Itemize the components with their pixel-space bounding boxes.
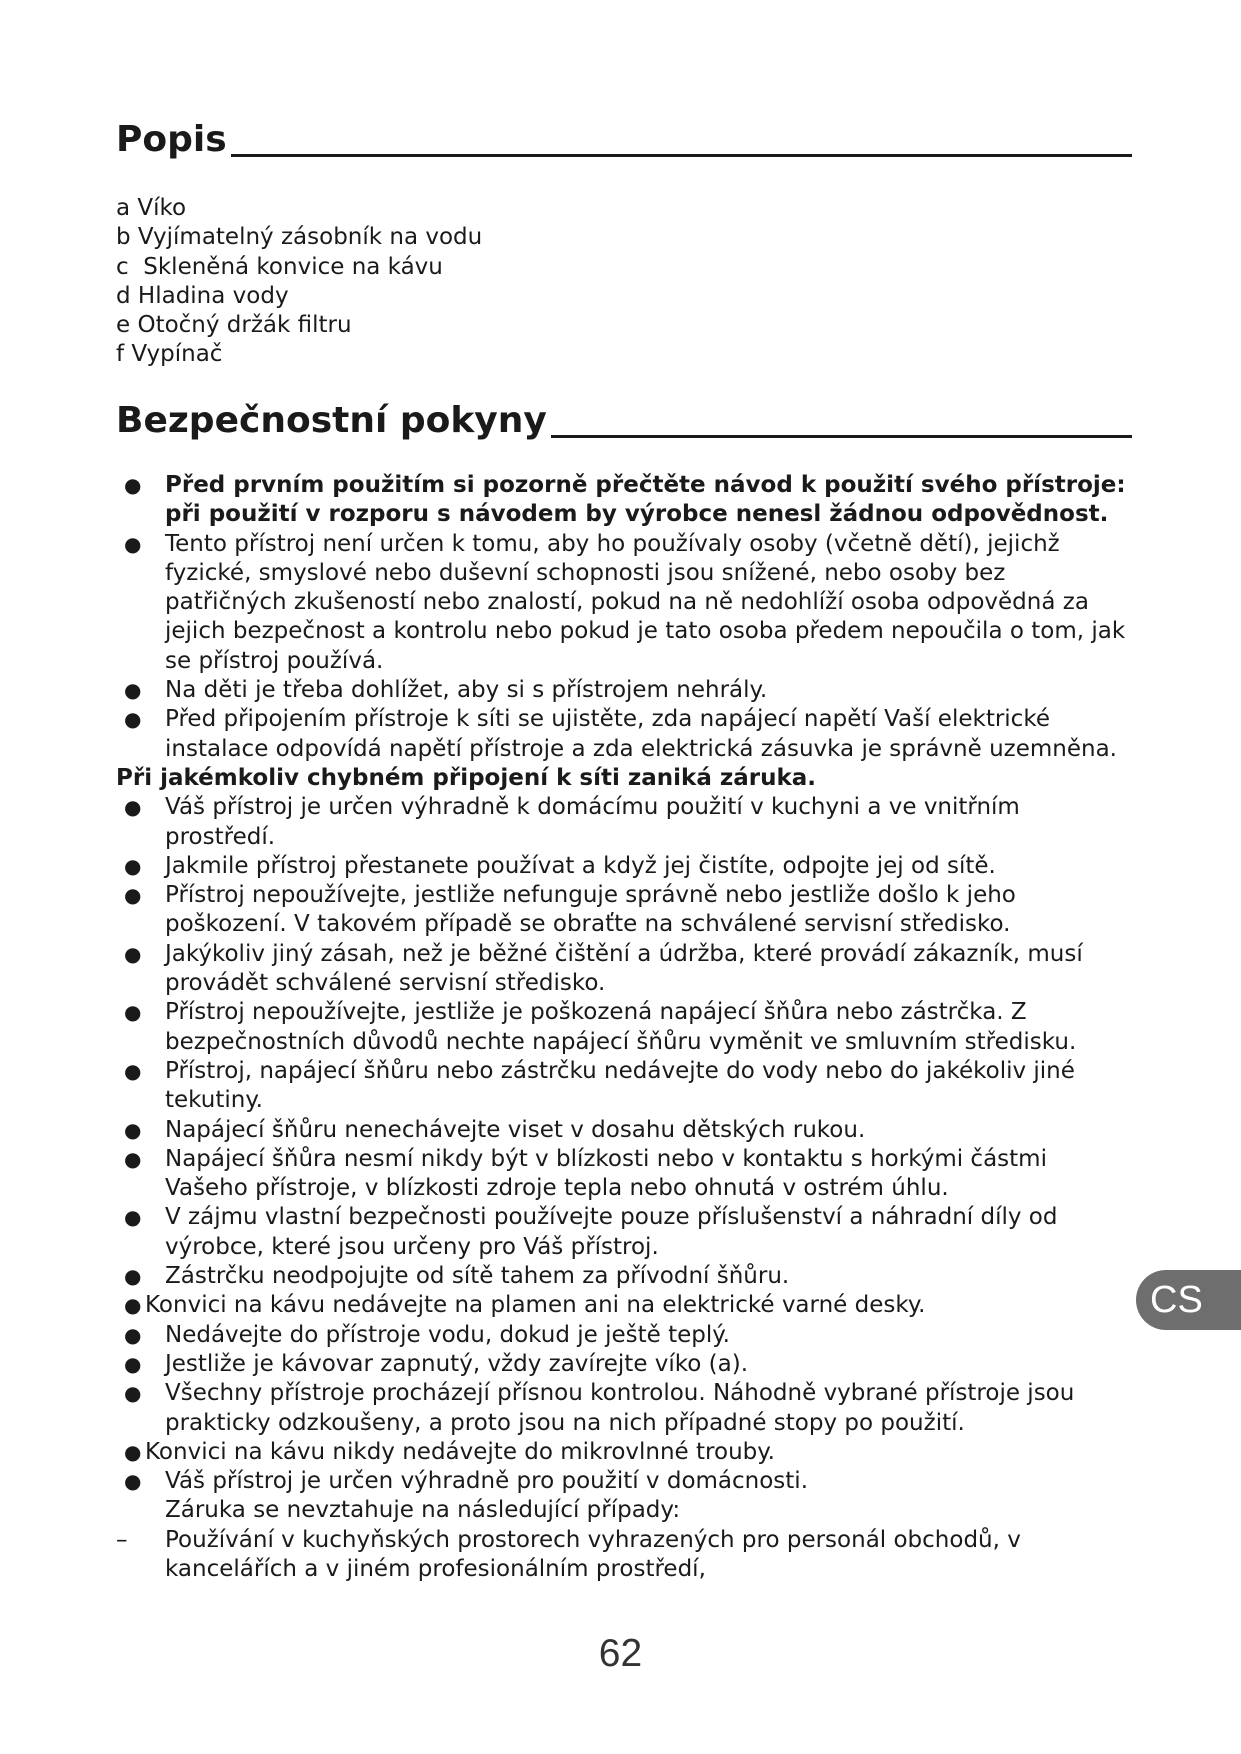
bullet-icon: ● (124, 678, 142, 703)
description-title: Popis (116, 119, 227, 160)
language-tab: CS (1136, 1270, 1241, 1330)
bullet-icon: ● (124, 531, 142, 556)
bullet-icon: ● (124, 1146, 142, 1171)
bullet-icon: ● (124, 883, 142, 908)
parts-list (116, 194, 482, 370)
safety-heading (116, 400, 1132, 441)
bullet-icon: ● (124, 1117, 142, 1142)
list-item: ● Konvici na kávu nikdy nedávejte do mikrovlnné trouby. (116, 1438, 1132, 1467)
list-item: ● V zájmu vlastní bezpečnosti používejte pouze příslušenství a náhradní díly od výrobce, které jsou určeny pro Váš přístroj. (116, 1203, 1132, 1262)
bullet-icon: ● (124, 1439, 142, 1464)
list-item: ● Váš přístroj je určen výhradně k domácímu použití v kuchyni a ve vnitřním prostředí. (116, 793, 1132, 852)
heading-rule (231, 154, 1132, 157)
safety-instructions (116, 471, 1132, 1584)
list-item: ● Jakýkoliv jiný zásah, než je běžné čištění a údržba, které provádí zákazník, musí provádět schválené servisní středisko. (116, 940, 1132, 999)
dash-icon: – (116, 1526, 128, 1553)
list-item: ● Přístroj nepoužívejte, jestliže je poškozená napájecí šňůra nebo zástrčka. Z bezpečnostních důvodů nechte napájecí šňůru vyměnit ve smluvním středisku. (116, 998, 1132, 1057)
list-item: ● Před připojením přístroje k síti se ujistěte, zda napájecí napětí Vaší elektrické instalace odpovídá napětí přístroje a zda elektrická zásuvka je správně uzemněna. (116, 705, 1132, 764)
list-item: ● Všechny přístroje procházejí přísnou kontrolou. Náhodně vybrané přístroje jsou prakticky odzkoušeny, a proto jsou na nich případné stopy po použití. (116, 1379, 1132, 1438)
list-item: ● Zástrčku neodpojujte od sítě tahem za přívodní šňůru. (116, 1262, 1132, 1291)
bullet-icon: ● (124, 941, 142, 966)
page-number: 62 (598, 1632, 643, 1675)
bullet-icon: ● (124, 795, 142, 820)
heading-rule (551, 435, 1132, 438)
list-item: ● Napájecí šňůru nenechávejte viset v dosahu dětských rukou. (116, 1116, 1132, 1145)
list-item: ● Nedávejte do přístroje vodu, dokud je ještě teplý. (116, 1321, 1132, 1350)
part-item: f Vypínač (116, 341, 223, 368)
part-item: b Vyjímatelný zásobník na vodu (116, 224, 483, 251)
bullet-icon: ● (124, 1293, 142, 1318)
list-item: ● Přístroj, napájecí šňůru nebo zástrčku nedávejte do vody nebo do jakékoliv jiné tekutiny. (116, 1057, 1132, 1116)
list-item: ● Jestliže je kávovar zapnutý, vždy zavírejte víko (a). (116, 1350, 1132, 1379)
list-item: ● Přístroj nepoužívejte, jestliže nefunguje správně nebo jestliže došlo k jeho poškození. V takovém případě se obraťte na schválené servisní středisko. (116, 881, 1132, 940)
list-item: ● Jakmile přístroj přestanete používat a když jej čistíte, odpojte jej od sítě. (116, 852, 1132, 881)
dash-item: – Používání v kuchyňských prostorech vyhrazených pro personál obchodů, v kancelářích a v jiném profesionálním prostředí, (116, 1526, 1132, 1585)
bullet-icon: ● (124, 853, 142, 878)
list-item: ● Na děti je třeba dohlížet, aby si s přístrojem nehrály. (116, 676, 1132, 705)
part-item: c Skleněná konvice na kávu (116, 253, 443, 280)
warranty-warning: Při jakémkoliv chybném připojení k síti zaniká záruka. (116, 764, 817, 791)
list-item: ● Konvici na kávu nedávejte na plamen ani na elektrické varné desky. (116, 1291, 1132, 1320)
list-item: ● Napájecí šňůra nesmí nikdy být v blízkosti nebo v kontaktu s horkými částmi Vašeho přístroje, v blízkosti zdroje tepla nebo ohnutá v ostrém úhlu. (116, 1145, 1132, 1204)
bullet-icon: ● (124, 1469, 142, 1494)
safety-title: Bezpečnostní pokyny (116, 400, 547, 441)
bullet-icon: ● (124, 1351, 142, 1376)
bullet-icon: ● (124, 707, 142, 732)
bullet-icon: ● (124, 1264, 142, 1289)
list-item: ● Před prvním použitím si pozorně přečtěte návod k použití svého přístroje: při použití v rozporu s návodem by výrobce nenesl žádnou odpovědnost. (116, 471, 1132, 530)
description-heading (116, 119, 1132, 160)
list-item: ● Váš přístroj je určen výhradně pro použití v domácnosti. (116, 1467, 1132, 1496)
part-item: e Otočný držák filtru (116, 312, 352, 339)
bullet-icon: ● (124, 1000, 142, 1025)
bullet-icon: ● (124, 1205, 142, 1230)
warranty-note: Záruka se nevztahuje na následující případy: (165, 1497, 681, 1524)
bullet-icon: ● (124, 1381, 142, 1406)
bullet-icon: ● (124, 1058, 142, 1083)
part-item: d Hladina vody (116, 282, 289, 309)
bullet-icon: ● (124, 473, 142, 497)
list-item: ● Tento přístroj není určen k tomu, aby ho používaly osoby (včetně dětí), jejichž fyzické, smyslové nebo duševní schopnosti jsou snížené, nebo osoby bez patřičných zkušeností nebo znalostí, pokud na ně nedohlíží osoba odpovědná za jejich bezpečnost a kontrolu nebo pokud je tato osoba předem nepoučila o tom, jak se přístroj používá. (116, 530, 1132, 676)
part-item: a Víko (116, 195, 187, 221)
bullet-icon: ● (124, 1322, 142, 1347)
